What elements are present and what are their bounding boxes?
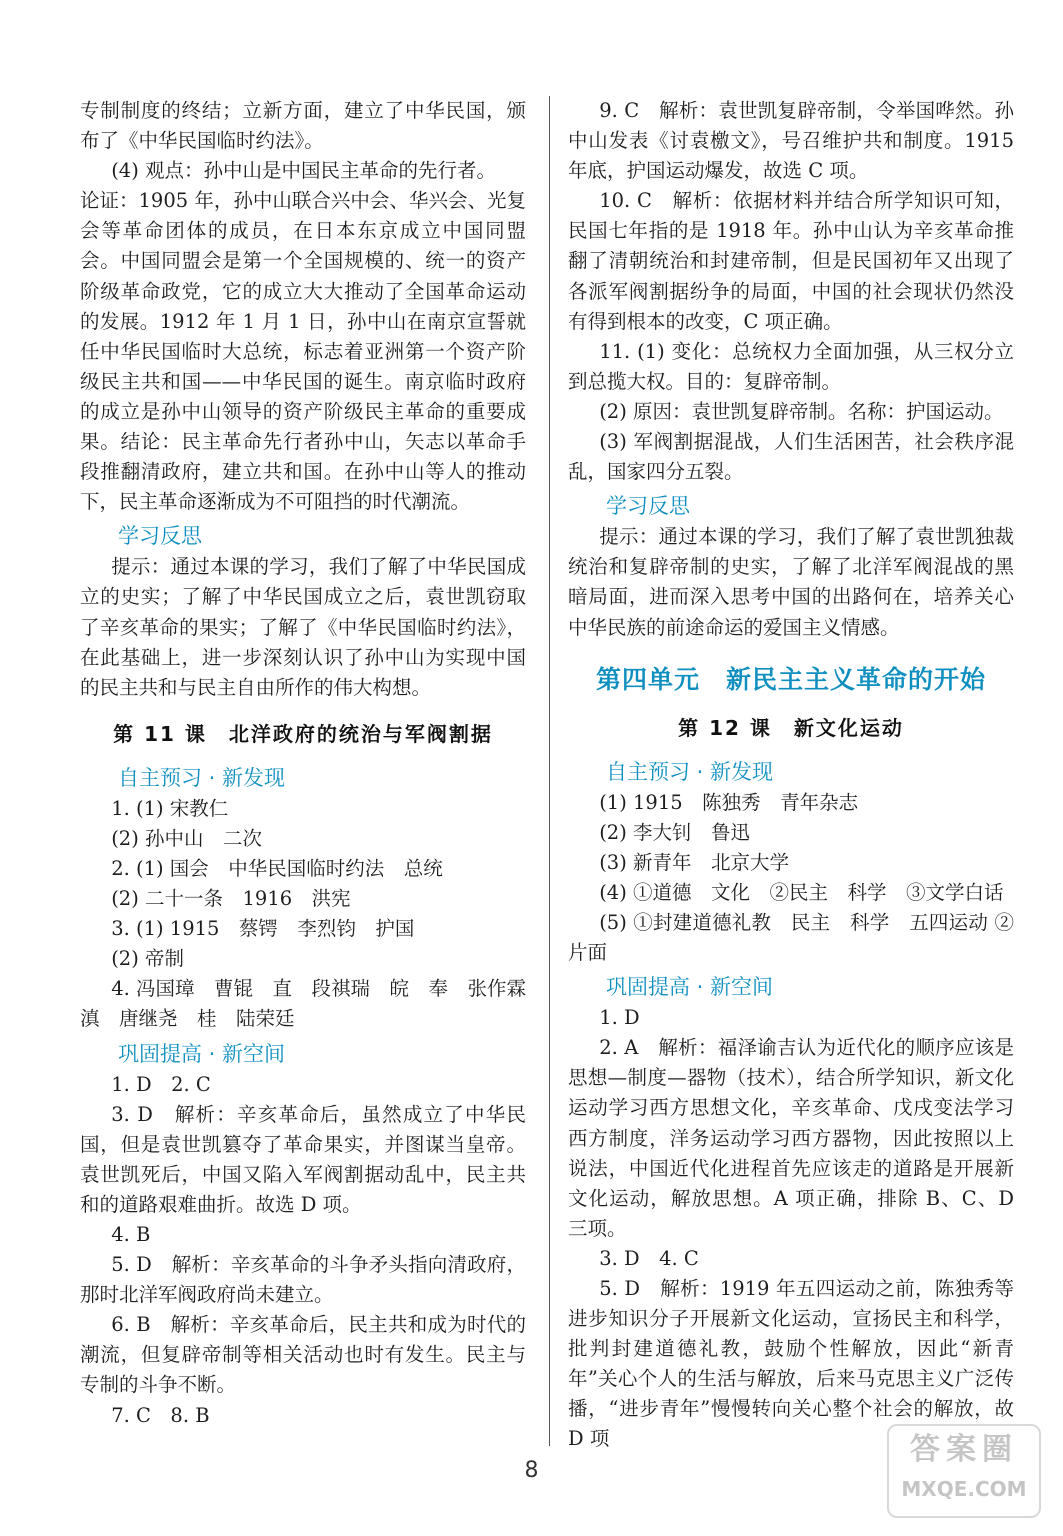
section-heading: 巩固提高 · 新空间	[118, 1041, 286, 1066]
left-column	[80, 96, 546, 1431]
paragraph: (4) ①道德 文化 ②民主 科学 ③文学白话	[599, 880, 1004, 904]
paragraph: 7. C 8. B	[111, 1403, 210, 1427]
paragraph: (4) 观点：孙中山是中国民主革命的先行者。	[111, 159, 497, 183]
paragraph: (2) 二十一条 1916 洪宪	[111, 887, 351, 911]
section-heading: 自主预习 · 新发现	[118, 765, 286, 790]
paragraph: 2. A 解析：福泽谕吉认为近代化的顺序应该是思想—制度—器物（技术），结合所学知识，新文化运动学习西方思想文化，辛亥革命、戊戌变法学习西方制度，洋务运动学习西方器物，因此按照以上说法，中国近代化进程首先应该走的道路是开展新文化运动，解放思想。A 项正确，排除 B、C、D 三项。	[568, 1036, 1014, 1240]
paragraph: 6. B 解析：辛亥革命后，民主共和成为时代的潮流，但复辟帝制等相关活动也时有发生。民主与专制的斗争不断。	[80, 1313, 526, 1397]
section-heading: 巩固提高 · 新空间	[606, 975, 774, 1000]
watermark-text: 答案圈	[910, 1432, 1018, 1467]
lesson-title: 第 12 课 新文化运动	[678, 715, 904, 740]
paragraph: (2) 孙中山 二次	[111, 826, 263, 850]
section-heading: 学习反思	[118, 524, 202, 549]
paragraph: 11. (1) 变化：总统权力全面加强，从三权分立到总揽大权。目的：复辟帝制。	[568, 339, 1014, 393]
paragraph: 3. D 解析：辛亥革命后，虽然成立了中华民国，但是袁世凯篡夺了革命果实，并图谋当皇帝。袁世凯死后，中国又陷入军阀割据动乱中，民主共和的道路艰难曲折。故选 D 项。	[80, 1102, 526, 1216]
watermark-logo	[887, 1424, 1041, 1518]
paragraph: 10. C 解析：依据材料并结合所学知识可知，民国七年指的是 1918 年。孙中山认为辛亥革命推翻了清朝统治和封建帝制，但是民国初年又出现了各派军阀割据纷争的局面，中国的社会现状仍然没有得到根本的改变，C 项正确。	[568, 189, 1014, 333]
unit-title: 第四单元 新民主主义革命的开始	[595, 664, 986, 694]
paragraph: 提示：通过本课的学习，我们了解了袁世凯独裁统治和复辟帝制的史实，了解了北洋军阀混战的黑暗局面，进而深入思考中国的出路何在，培养关心中华民族的前途命运的爱国主义情感。	[568, 525, 1014, 639]
right-column	[568, 96, 1014, 1455]
paragraph: 4. B	[111, 1223, 151, 1246]
column-divider	[549, 96, 550, 1446]
paragraph: 论证：1905 年，孙中山联合兴中会、华兴会、光复会等革命团体的成员，在日本东京成立中国同盟会。中国同盟会是第一个全国规模的、统一的资产阶级革命政党，它的成立大大推动了全国革命运动的发展。1912 年 1 月 1 日，孙中山在南京宣誓就任中华民国临时大总统，标志着亚洲第一个资产阶级民主共和国——中华民国的诞生。南京临时政府的成立是孙中山领导的资产阶级民主革命的重要成果。结论：民主革命先行者孙中山，矢志以革命手段推翻清政府，建立共和国。在孙中山等人的推动下，民主革命逐渐成为不可阻挡的时代潮流。	[80, 189, 526, 514]
paragraph: 3. D 4. C	[599, 1246, 699, 1270]
paragraph: (2) 原因：袁世凯复辟帝制。名称：护国运动。	[599, 399, 1004, 423]
lesson-title: 第 11 课 北洋政府的统治与军阀割据	[113, 721, 493, 746]
paragraph: 5. D 解析：1919 年五四运动之前，陈独秀等进步知识分子开展新文化运动，宣扬民主和科学，批判封建道德礼教，鼓励个性解放，因此“新青年”关心个人的生活与解放，后来马克思主义广泛传播，“进步青年”慢慢转向关心整个社会的解放，故 D 项	[568, 1277, 1014, 1451]
watermark-url: MXQE.COM	[901, 1477, 1027, 1501]
paragraph: (2) 帝制	[111, 947, 185, 971]
paragraph: (2) 李大钊 鲁迅	[599, 820, 751, 844]
paragraph: 2. (1) 国会 中华民国临时约法 总统	[111, 856, 443, 880]
paragraph: (5) ①封建道德礼教 民主 科学 五四运动 ②片面	[568, 910, 1014, 965]
paragraph: 1. D	[599, 1006, 640, 1030]
page-number: 8	[524, 1458, 539, 1483]
paragraph: (3) 军阀割据混战，人们生活困苦，社会秩序混乱，国家四分五裂。	[568, 430, 1014, 484]
paragraph: 3. (1) 1915 蔡锷 李烈钧 护国	[111, 917, 415, 941]
section-heading: 自主预习 · 新发现	[606, 759, 774, 784]
paragraph: 4. 冯国璋 曹锟 直 段祺瑞 皖 奉 张作霖 滇 唐继尧 桂 陆荣廷	[80, 977, 546, 1031]
paragraph: (1) 1915 陈独秀 青年杂志	[599, 790, 859, 814]
paragraph: 1. D 2. C	[111, 1072, 211, 1096]
paragraph: 专制制度的终结；立新方面，建立了中华民国，颁布了《中华民国临时约法》。	[80, 99, 526, 153]
paragraph: 5. D 解析：辛亥革命的斗争矛头指向清政府，那时北洋军阀政府尚未建立。	[80, 1253, 526, 1307]
paragraph: 9. C 解析：袁世凯复辟帝制，令举国哗然。孙中山发表《讨袁檄文》，号召维护共和制度。1915 年底，护国运动爆发，故选 C 项。	[568, 99, 1014, 183]
paragraph: 1. (1) 宋教仁	[111, 796, 229, 820]
paragraph: 提示：通过本课的学习，我们了解了中华民国成立的史实；了解了中华民国成立之后，袁世凯窃取了辛亥革命的果实；了解了《中华民国临时约法》，在此基础上，进一步深刻认识了孙中山为实现中国的民主共和与民主自由所作的伟大构想。	[80, 555, 526, 699]
paragraph: (3) 新青年 北京大学	[599, 850, 790, 874]
section-heading: 学习反思	[606, 494, 690, 519]
